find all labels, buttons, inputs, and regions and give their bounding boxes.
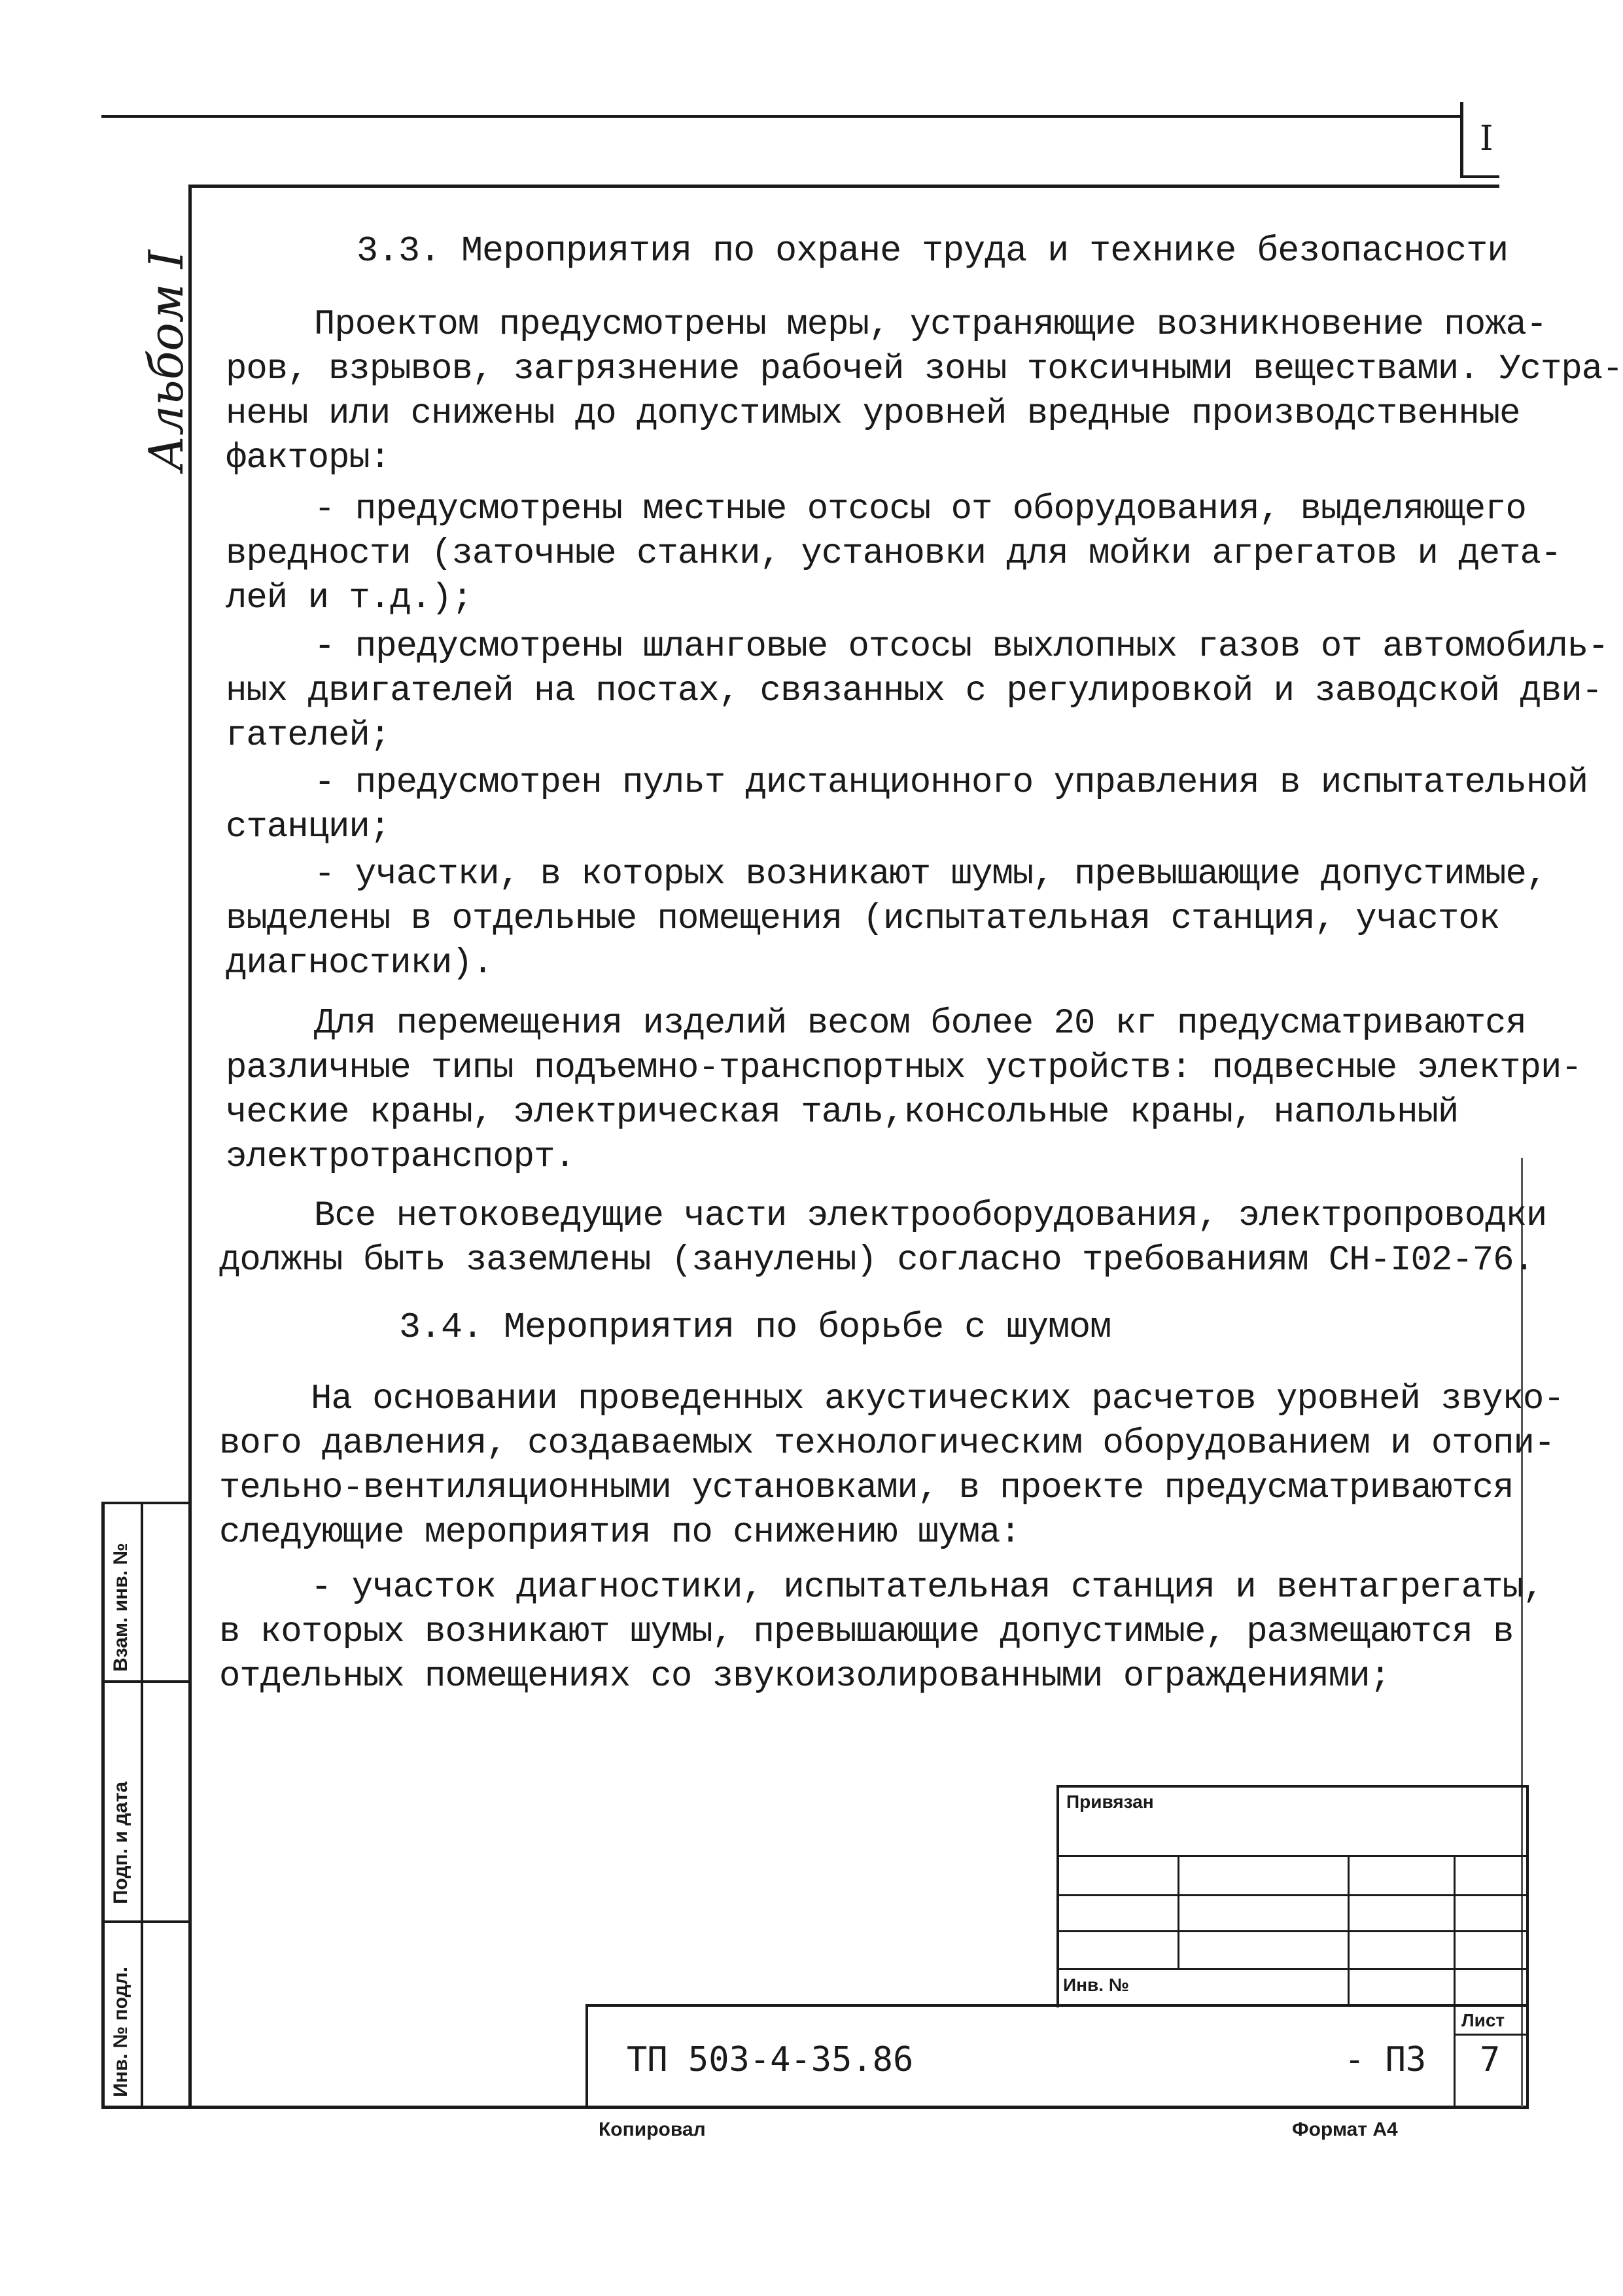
s33-line-20: Все нетоковедущие части электрооборудования, электропроводки	[314, 1196, 1547, 1236]
frame-bottom	[101, 2106, 1529, 2109]
format-label: Формат А4	[1292, 2119, 1398, 2140]
s33-line-1: Проектом предусмотрены меры, устраняющие возникновение пожа-	[314, 305, 1547, 345]
title-block-top	[585, 2004, 1529, 2007]
frame-top	[190, 185, 1499, 188]
s33-line-18: ческие краны, электрическая таль,консольные краны, напольный	[226, 1093, 1459, 1133]
frame-left	[188, 185, 192, 2108]
s34-line-7: отдельных помещениях со звукоизолированными ограждениями;	[219, 1657, 1391, 1697]
corner-box-bottom	[1460, 175, 1499, 178]
document-code: ТП 503-4-35.86	[627, 2040, 914, 2079]
stamp-table-col2	[1348, 1855, 1350, 2005]
s33-line-6: вредности (заточные станки, установки для мойки агрегатов и дета-	[226, 534, 1562, 574]
stamp-table-row3	[1056, 1930, 1529, 1932]
s34-line-6: в которых возникают шумы, превышающие допустимые, размещаются в	[219, 1612, 1514, 1652]
stamp-table-left	[1056, 1785, 1059, 2007]
section-34-heading: 3.4. Мероприятия по борьбе с шумом	[399, 1307, 1111, 1348]
stamp-table-row4	[1056, 1968, 1529, 1970]
s33-line-8: - предусмотрены шланговые отсосы выхлопных газов от автомобиль-	[314, 627, 1609, 667]
s33-line-4: факторы:	[226, 438, 391, 478]
inv-no-label: Инв. №	[1063, 1975, 1130, 1995]
s33-line-7: лей и т.д.);	[226, 578, 472, 618]
frame-right-partial	[1521, 1158, 1523, 2107]
stamp-col-sep2	[101, 1920, 190, 1923]
section-33-heading: 3.3. Мероприятия по охране труда и технике безопасности	[357, 230, 1509, 272]
stamp-table-col3	[1454, 1855, 1456, 2109]
sheet-label: Лист	[1461, 2010, 1505, 2030]
header-rule	[101, 115, 1462, 118]
stamp-table-col1	[1178, 1855, 1179, 1970]
sheet-number: 7	[1480, 2040, 1501, 2079]
stamp-col-top	[101, 1502, 190, 1504]
corner-box-left	[1460, 102, 1463, 178]
s33-line-3: нены или снижены до допустимых уровней вредные производственные	[226, 394, 1520, 434]
s33-line-10: гателей;	[226, 716, 391, 756]
album-note: Альбом I	[139, 250, 194, 471]
stamp-col-sep1	[101, 1680, 190, 1683]
label-podp-data: Подп. и дата	[110, 1781, 131, 1904]
s33-line-5: - предусмотрены местные отсосы от оборудования, выделяющего	[314, 489, 1526, 529]
s33-line-9: ных двигателей на постах, связанных с регулировкой и заводской дви-	[226, 671, 1603, 711]
s34-line-2: вого давления, создаваемых технологическим оборудованием и отопи-	[219, 1424, 1555, 1464]
s33-line-21: должны быть заземлены (занулены) согласно требованиям СН-I02-76.	[219, 1241, 1534, 1280]
s33-line-17: различные типы подъемно-транспортных устройств: подвесные электри-	[226, 1048, 1582, 1088]
stamp-col-outer	[101, 1502, 105, 2109]
s33-line-11: - предусмотрен пульт дистанционного управления в испытательной	[314, 763, 1588, 803]
s34-line-4: следующие мероприятия по снижению шума:	[219, 1513, 1021, 1553]
stamp-table-right	[1526, 1785, 1529, 2109]
s33-line-2: ров, взрывов, загрязнение рабочей зоны токсичными веществами. Устра-	[226, 349, 1623, 389]
sheet-label-sep	[1454, 2034, 1529, 2036]
s33-line-12: станции;	[226, 807, 391, 847]
s34-line-5: - участок диагностики, испытательная станция и вентагрегаты,	[311, 1568, 1544, 1608]
label-inv-podl: Инв. № подл.	[110, 1966, 131, 2097]
s33-line-13: - участки, в которых возникают шумы, превышающие допустимые,	[314, 855, 1547, 894]
s34-line-3: тельно-вентиляционными установками, в проекте предусматриваются	[219, 1468, 1514, 1508]
title-block-left	[585, 2004, 588, 2109]
s34-line-1: На основании проведенных акустических расчетов уровней звуко-	[311, 1379, 1564, 1419]
copied-by-label: Копировал	[599, 2119, 706, 2140]
stamp-table-top	[1056, 1785, 1529, 1788]
stamp-table-row1	[1056, 1855, 1529, 1857]
stamp-table-row2	[1056, 1894, 1529, 1896]
s33-line-15: диагностики).	[226, 944, 493, 983]
s33-line-14: выделены в отдельные помещения (испытательная станция, участок	[226, 899, 1500, 939]
privyazan-label: Привязан	[1066, 1792, 1154, 1812]
s33-line-16: Для перемещения изделий весом более 20 кг предусматриваются	[314, 1004, 1526, 1044]
label-vzam-inv: Взам. инв. №	[110, 1543, 131, 1672]
stamp-col-divider	[141, 1502, 143, 2109]
corner-page-number: I	[1480, 119, 1493, 158]
s33-line-19: электротранспорт.	[226, 1137, 575, 1177]
document-suffix: - ПЗ	[1344, 2040, 1427, 2079]
